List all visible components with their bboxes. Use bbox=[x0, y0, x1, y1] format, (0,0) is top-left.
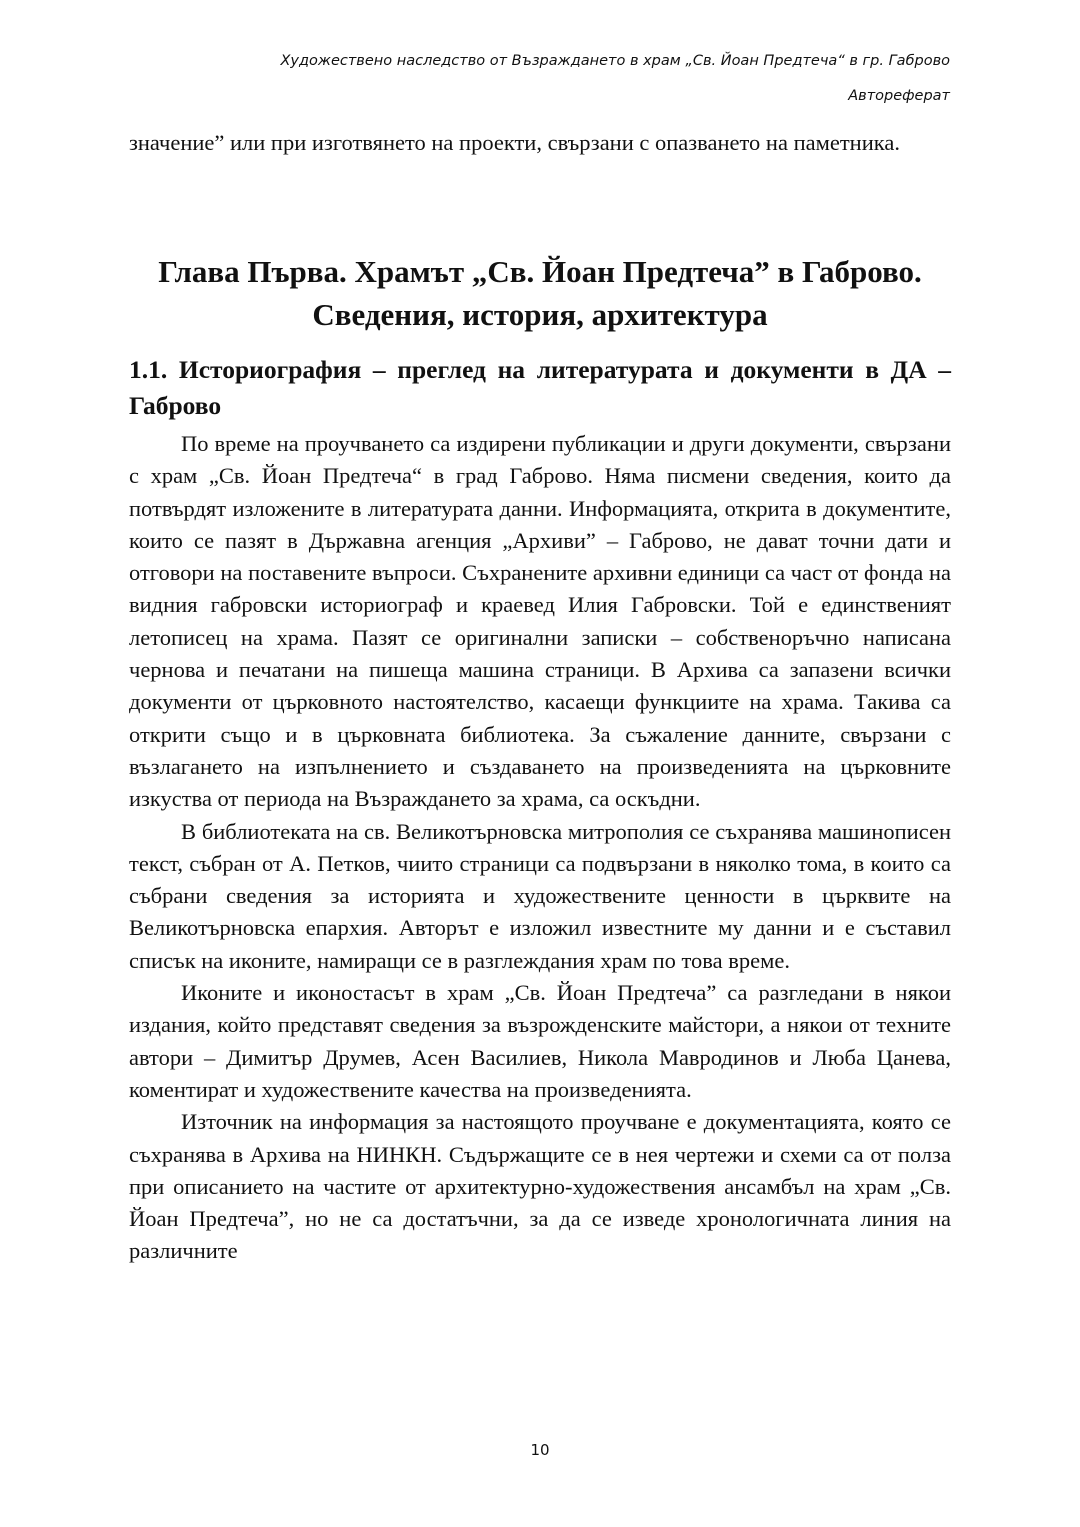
section-body bbox=[129, 428, 951, 1268]
intro-fragment: значение” или при изготвянето на проекти, свързани с опазването на паметника. bbox=[129, 130, 900, 155]
chapter-title bbox=[129, 250, 951, 336]
running-header-title: Художествено наследство от Възраждането в храм „Св. Йоан Предтеча“ в гр. Габрово bbox=[280, 53, 950, 69]
paragraph: Иконите и иконостасът в храм „Св. Йоан Предтеча” са разгледани в някои издания, който представят сведения за възрожденските майстори, а някои от техните автори – Димитър Друмев, Асен Василиев, Никола Мавродинов и Люба Цанева, коментират и художествените качества на произведенията. bbox=[129, 980, 951, 1102]
paragraph: Източник на информация за настоящото проучване е документацията, която се съхранява в Архива на НИНКН. Съдържащите се в нея чертежи и схеми са от полза при описанието на частите от архитектурно-художествения ансамбъл на храм „Св. Йоан Предтеча”, но не са достатъчни, за да се изведе хронологичната линия на различните bbox=[129, 1109, 951, 1264]
paragraph: По време на проучването са издирени публикации и други документи, свързани с храм „Св. Йоан Предтеча“ в град Габрово. Няма писмени сведения, които да потвърдят изложените в литературата данни. Информацията, открита в документите, които се пазят в Държавна агенция „Архиви” – Габрово, не дават точни дати и отговори на поставените въпроси. Съхранените архивни единици са част от фонда на видния габровски историограф и краевед Илия Габровски. Той е единственият летописец на храма. Пазят се оригинални записки – собственоръчно написана чернова и печатани на пишеща машина страници. В Архива са запазени всички документи от църковното настоятелство, касаещи функциите на храма. Такива са открити също и в църковната библиотека. За съжаление данните, свързани с възлагането на изпълнението и създаването на произведенията на църковните изкуства от периода на Възраждането за храма, са оскъдни. bbox=[129, 431, 951, 812]
running-header-subtitle: Автореферат bbox=[848, 88, 950, 104]
paragraph: В библиотеката на св. Великотърновска митрополия се съхранява машинописен текст, събран от А. Петков, чиито страници са подвързани в няколко тома, в които са събрани сведения за историята и художествените ценности в църквите на Великотърновска епархия. Авторът е изложил известните му данни и е съставил списък на иконите, намиращи се в разглеждания храм по това време. bbox=[129, 818, 951, 973]
section-title: 1.1. Историография – преглед на литературата и документи в ДА – Габрово bbox=[129, 355, 951, 420]
chapter-title-line-2: Сведения, история, архитектура bbox=[312, 297, 768, 332]
page-number: 10 bbox=[530, 1441, 550, 1459]
chapter-title-line-1: Глава Първа. Храмът „Св. Йоан Предтеча” в Габрово. bbox=[158, 254, 922, 289]
